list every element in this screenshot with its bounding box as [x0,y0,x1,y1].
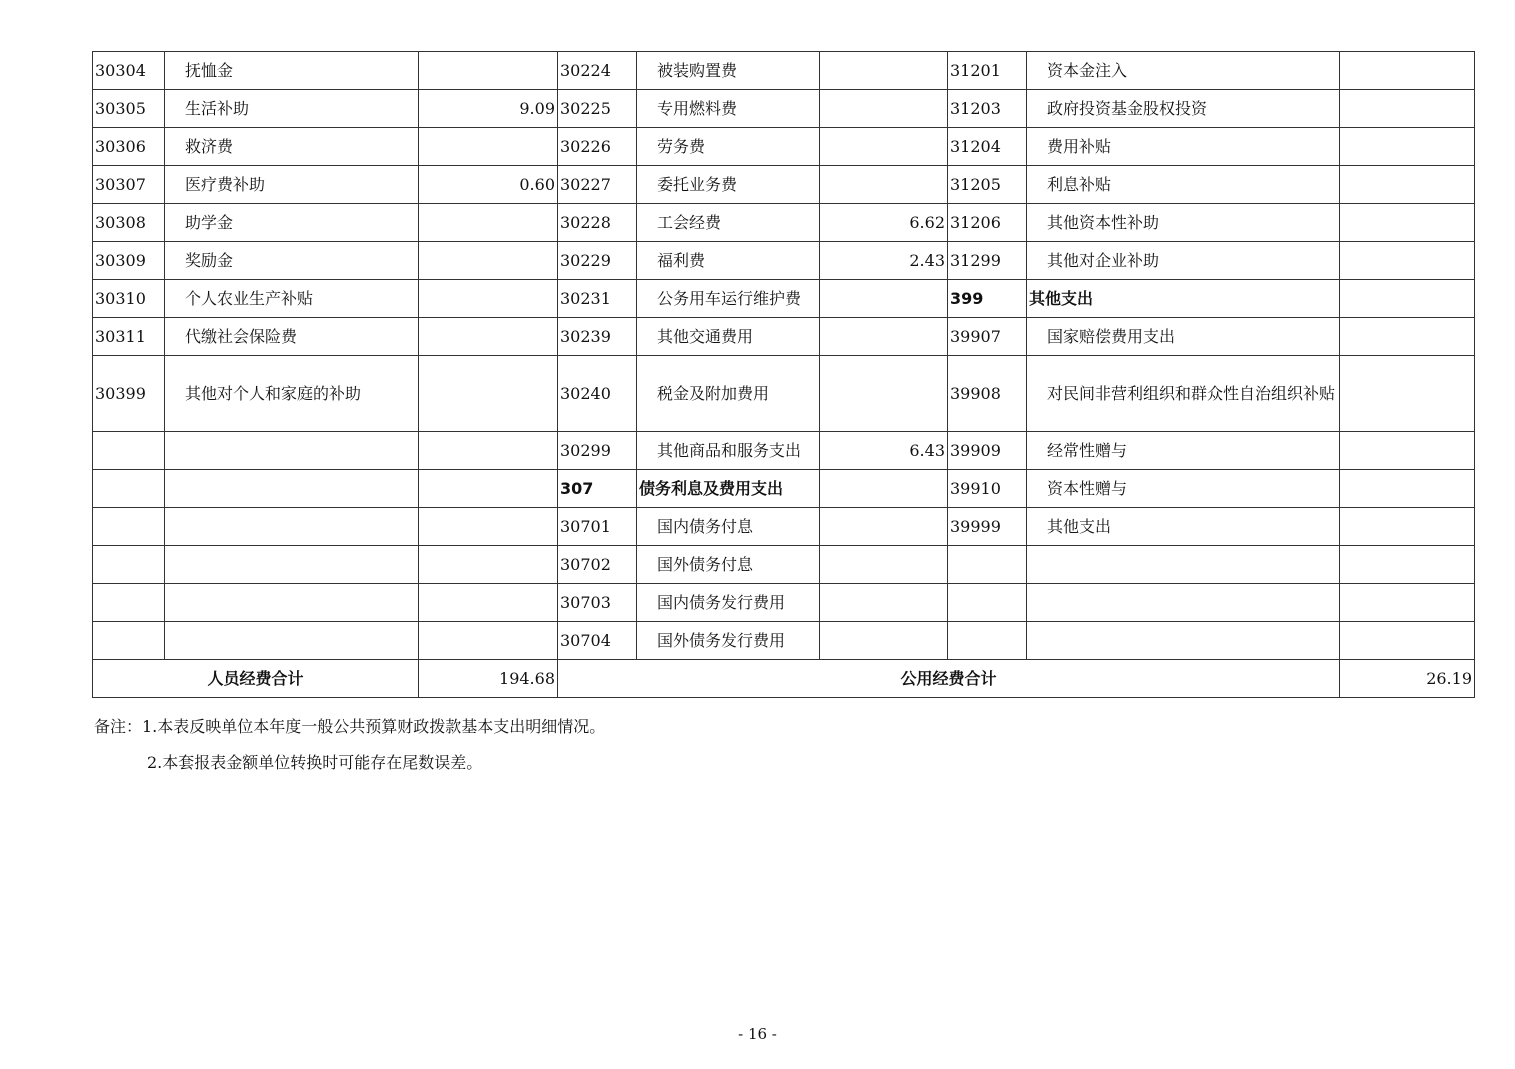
item-name-cell: 助学金 [165,204,419,242]
item-name-cell: 个人农业生产补贴 [165,280,419,318]
item-amount-cell [820,128,948,166]
item-amount-cell: 6.62 [820,204,948,242]
item-code-cell [948,546,1027,584]
item-name-cell: 费用补贴 [1027,128,1340,166]
item-code-cell: 30228 [558,204,637,242]
item-amount-cell [419,546,558,584]
item-amount-cell [820,546,948,584]
item-name-cell: 专用燃料费 [637,90,820,128]
item-code-cell: 30311 [93,318,165,356]
item-name-cell: 资本性赠与 [1027,470,1340,508]
item-name-cell: 国内债务付息 [637,508,820,546]
table-row [93,470,1475,508]
item-amount-cell [1340,508,1475,546]
table-row [93,356,1475,432]
item-code-cell: 307 [558,470,637,508]
item-name-cell: 资本金注入 [1027,52,1340,90]
item-name-cell: 债务利息及费用支出 [637,470,820,508]
item-amount-cell [1340,242,1475,280]
item-code-cell [93,432,165,470]
item-amount-cell [419,318,558,356]
table-row [93,432,1475,470]
budget-detail-table [92,51,1475,698]
item-amount-cell [419,280,558,318]
item-amount-cell [1340,52,1475,90]
item-name-cell: 生活补助 [165,90,419,128]
item-name-cell [165,546,419,584]
item-amount-cell [1340,584,1475,622]
item-name-cell: 税金及附加费用 [637,356,820,432]
table-row [93,204,1475,242]
item-amount-cell [1340,470,1475,508]
item-code-cell: 30304 [93,52,165,90]
item-amount-cell [419,356,558,432]
item-name-cell [1027,546,1340,584]
item-amount-cell [820,622,948,660]
item-code-cell: 30309 [93,242,165,280]
item-code-cell [948,584,1027,622]
item-name-cell: 经常性赠与 [1027,432,1340,470]
personnel-total-amount: 194.68 [419,660,558,698]
table-row [93,90,1475,128]
item-code-cell: 30308 [93,204,165,242]
totals-row [93,660,1475,698]
item-amount-cell [820,166,948,204]
item-code-cell: 30224 [558,52,637,90]
table-row [93,166,1475,204]
table-row [93,280,1475,318]
item-name-cell: 代缴社会保险费 [165,318,419,356]
item-name-cell: 国家赔偿费用支出 [1027,318,1340,356]
item-code-cell: 30299 [558,432,637,470]
item-amount-cell [1340,166,1475,204]
table-row [93,622,1475,660]
item-code-cell: 39999 [948,508,1027,546]
item-name-cell: 医疗费补助 [165,166,419,204]
table-row [93,128,1475,166]
item-name-cell: 抚恤金 [165,52,419,90]
item-amount-cell [1340,128,1475,166]
item-code-cell: 30305 [93,90,165,128]
table-row [93,242,1475,280]
item-amount-cell [1340,280,1475,318]
table-body [93,52,1475,660]
item-code-cell: 31203 [948,90,1027,128]
public-total-label: 公用经费合计 [558,660,1340,698]
item-code-cell: 31206 [948,204,1027,242]
item-amount-cell [1340,90,1475,128]
item-code-cell [93,508,165,546]
item-code-cell: 39909 [948,432,1027,470]
personnel-total-label: 人员经费合计 [93,660,419,698]
item-code-cell: 30307 [93,166,165,204]
item-amount-cell: 9.09 [419,90,558,128]
item-code-cell [948,622,1027,660]
item-name-cell: 其他对个人和家庭的补助 [165,356,419,432]
item-name-cell: 其他对企业补助 [1027,242,1340,280]
item-code-cell: 30702 [558,546,637,584]
item-amount-cell [1340,204,1475,242]
item-code-cell [93,470,165,508]
item-code-cell: 39907 [948,318,1027,356]
item-name-cell: 奖励金 [165,242,419,280]
item-amount-cell [820,508,948,546]
item-amount-cell: 6.43 [820,432,948,470]
item-code-cell: 30240 [558,356,637,432]
item-code-cell: 30306 [93,128,165,166]
item-name-cell: 其他交通费用 [637,318,820,356]
item-name-cell: 委托业务费 [637,166,820,204]
item-amount-cell: 0.60 [419,166,558,204]
item-amount-cell [820,356,948,432]
item-amount-cell [820,90,948,128]
item-name-cell: 政府投资基金股权投资 [1027,90,1340,128]
item-name-cell: 福利费 [637,242,820,280]
table-row [93,546,1475,584]
item-name-cell [1027,584,1340,622]
item-name-cell: 利息补贴 [1027,166,1340,204]
item-name-cell: 国外债务发行费用 [637,622,820,660]
item-amount-cell [820,470,948,508]
table-row [93,584,1475,622]
item-amount-cell [419,622,558,660]
item-name-cell [165,622,419,660]
item-name-cell: 劳务费 [637,128,820,166]
item-name-cell [165,584,419,622]
item-amount-cell [1340,546,1475,584]
item-code-cell: 30231 [558,280,637,318]
item-name-cell: 被装购置费 [637,52,820,90]
item-name-cell: 对民间非营利组织和群众性自治组织补贴 [1027,356,1340,432]
table-row [93,318,1475,356]
item-code-cell: 30399 [93,356,165,432]
item-amount-cell [419,432,558,470]
item-name-cell: 其他支出 [1027,508,1340,546]
item-code-cell: 30703 [558,584,637,622]
item-name-cell: 其他商品和服务支出 [637,432,820,470]
item-code-cell: 30227 [558,166,637,204]
item-code-cell: 31204 [948,128,1027,166]
item-code-cell: 399 [948,280,1027,318]
item-name-cell [1027,622,1340,660]
item-name-cell: 工会经费 [637,204,820,242]
item-code-cell: 30239 [558,318,637,356]
item-code-cell [93,546,165,584]
item-name-cell: 救济费 [165,128,419,166]
item-amount-cell [1340,318,1475,356]
item-code-cell: 30701 [558,508,637,546]
item-amount-cell [419,204,558,242]
table-row [93,52,1475,90]
item-code-cell: 30226 [558,128,637,166]
item-amount-cell [820,584,948,622]
public-total-amount: 26.19 [1340,660,1475,698]
item-amount-cell [1340,622,1475,660]
item-amount-cell [1340,356,1475,432]
item-code-cell: 31205 [948,166,1027,204]
item-name-cell [165,508,419,546]
item-amount-cell [419,128,558,166]
note-line-2: 2.本套报表金额单位转换时可能存在尾数误差。 [147,753,483,772]
item-code-cell: 31299 [948,242,1027,280]
item-code-cell: 39908 [948,356,1027,432]
item-amount-cell: 2.43 [820,242,948,280]
item-name-cell [165,432,419,470]
item-name-cell: 公务用车运行维护费 [637,280,820,318]
item-amount-cell [419,508,558,546]
item-amount-cell [1340,432,1475,470]
item-code-cell: 30229 [558,242,637,280]
item-amount-cell [820,280,948,318]
table-row [93,508,1475,546]
item-code-cell [93,584,165,622]
item-name-cell: 其他资本性补助 [1027,204,1340,242]
item-amount-cell [820,318,948,356]
item-code-cell: 30310 [93,280,165,318]
item-code-cell: 39910 [948,470,1027,508]
item-code-cell: 30704 [558,622,637,660]
item-amount-cell [820,52,948,90]
item-amount-cell [419,52,558,90]
item-code-cell: 30225 [558,90,637,128]
item-amount-cell [419,242,558,280]
item-name-cell: 国内债务发行费用 [637,584,820,622]
item-code-cell: 31201 [948,52,1027,90]
item-name-cell: 国外债务付息 [637,546,820,584]
item-code-cell [93,622,165,660]
item-amount-cell [419,584,558,622]
page-number: - 16 - [738,1025,777,1043]
note-line-1: 备注：1.本表反映单位本年度一般公共预算财政拨款基本支出明细情况。 [94,717,606,736]
item-name-cell: 其他支出 [1027,280,1340,318]
item-name-cell [165,470,419,508]
item-amount-cell [419,470,558,508]
